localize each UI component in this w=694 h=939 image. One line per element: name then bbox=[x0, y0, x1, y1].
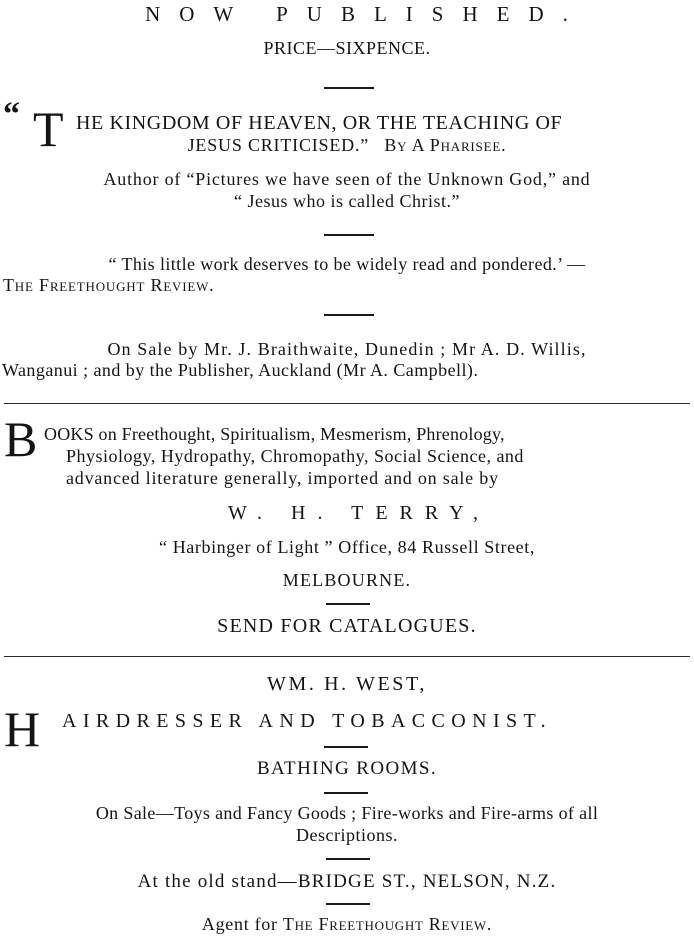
agent-prefix: Agent for bbox=[201, 914, 278, 934]
bookseller-city: MELBOURNE. bbox=[282, 570, 412, 590]
divider-rule bbox=[324, 87, 374, 89]
opening-quote: “ bbox=[3, 96, 20, 133]
books-line-1: OOKS on Freethought, Spiritualism, Mesmerism, Phrenology, bbox=[44, 424, 505, 444]
divider-rule bbox=[324, 234, 374, 236]
divider-rule bbox=[324, 746, 368, 748]
send-for-catalogues: SEND FOR CATALOGUES. bbox=[217, 615, 477, 637]
advertisement-separator bbox=[4, 656, 690, 657]
divider-rule bbox=[324, 314, 374, 316]
book-title-line-1: HE KINGDOM OF HEAVEN, OR THE TEACHING OF bbox=[76, 112, 563, 134]
author-line-1: Author of “Pictures we have seen of the Unknown God,” and bbox=[103, 169, 591, 189]
review-source: The Freethought Review. bbox=[3, 275, 215, 295]
review-quote: “ This little work deserves to be widely read and pondered.’ — bbox=[108, 254, 586, 274]
bathing-rooms: BATHING ROOMS. bbox=[256, 758, 438, 779]
proprietor-name: WM. H. WEST, bbox=[267, 673, 427, 695]
author-line-2: “ Jesus who is called Christ.” bbox=[234, 191, 460, 211]
title-continuation: JESUS CRITICISED.” bbox=[187, 135, 370, 155]
divider-rule bbox=[326, 603, 370, 605]
goods-sale-line-2: Descriptions. bbox=[296, 825, 398, 845]
trade-heading: AIRDRESSER AND TOBACCONIST. bbox=[62, 710, 553, 732]
books-line-3: advanced literature generally, imported and on sale by bbox=[66, 468, 499, 488]
agent-line bbox=[0, 914, 694, 935]
sale-line-2: Wanganui ; and by the Publisher, Auckland (Mr A. Campbell). bbox=[2, 360, 479, 380]
books-line-2: Physiology, Hydropathy, Chromopathy, Social Science, and bbox=[66, 446, 524, 466]
sale-line-1: On Sale by Mr. J. Braithwaite, Dunedin ; Mr A. D. Willis, bbox=[107, 339, 587, 359]
now-published-heading: NOW PUBLISHED. bbox=[145, 2, 587, 26]
by-author: By A Pharisee. bbox=[384, 135, 507, 155]
bookseller-address: “ Harbinger of Light ” Office, 84 Russell Street, bbox=[159, 537, 535, 557]
title-drop-cap: T bbox=[33, 101, 64, 157]
shop-location: At the old stand—BRIDGE ST., NELSON, N.Z. bbox=[137, 871, 557, 892]
divider-rule bbox=[326, 903, 370, 905]
price-line: PRICE—SIXPENCE. bbox=[263, 38, 431, 58]
bookseller-name: W. H. TERRY, bbox=[228, 502, 490, 524]
goods-sale-line-1: On Sale—Toys and Fancy Goods ; Fire-works and Fire-arms of all bbox=[95, 803, 599, 823]
divider-rule bbox=[324, 792, 368, 794]
book-title-line-2 bbox=[0, 135, 694, 156]
hairdresser-drop-cap: H bbox=[4, 701, 41, 757]
agent-newspaper: The Freethought Review. bbox=[282, 914, 493, 934]
advertisement-separator bbox=[4, 403, 690, 404]
divider-rule bbox=[326, 858, 370, 860]
books-drop-cap: B bbox=[4, 411, 38, 467]
